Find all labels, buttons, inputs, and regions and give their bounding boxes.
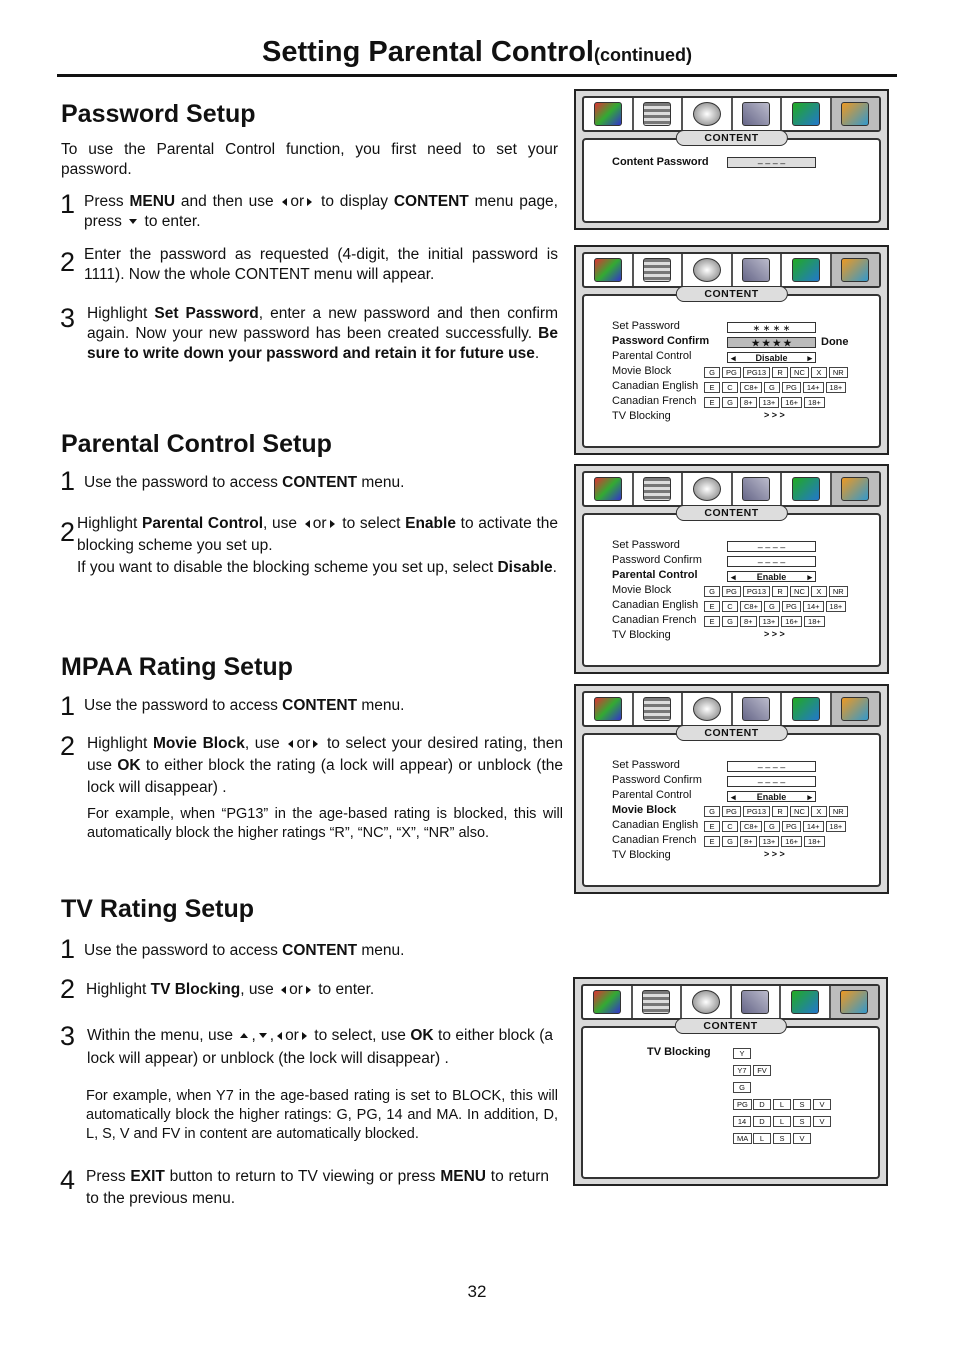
left-arrow-icon <box>305 520 310 528</box>
rating-chip[interactable]: E <box>704 397 720 408</box>
tab-channel[interactable] <box>781 986 831 1018</box>
movie-block-label: Movie Block <box>612 365 672 377</box>
rating-chip[interactable]: 14+ <box>803 382 824 393</box>
rating-chip[interactable]: PG <box>782 821 801 832</box>
right-arrow-icon <box>313 740 318 748</box>
tab-audio[interactable] <box>682 986 732 1018</box>
menu-tab-bar <box>582 471 881 507</box>
rating-chip[interactable]: 8+ <box>740 616 757 627</box>
tab-tools[interactable] <box>733 693 783 725</box>
tab-content[interactable] <box>832 473 880 505</box>
set-password-label: Set Password <box>612 539 680 551</box>
password-confirm-label: Password Confirm <box>612 774 702 786</box>
set-password-field[interactable]: – – – – <box>727 761 816 772</box>
password-confirm-field[interactable]: – – – – <box>727 556 816 567</box>
step-number: 3 <box>60 303 76 333</box>
tv-rating-chip[interactable]: S <box>793 1116 811 1127</box>
tab-picture[interactable] <box>584 98 634 130</box>
rating-chip[interactable]: 16+ <box>781 836 802 847</box>
setup-icon <box>643 697 671 721</box>
rating-chip[interactable]: PG13 <box>743 806 770 817</box>
tab-setup[interactable] <box>634 473 684 505</box>
tv-blocking-screen <box>573 977 888 1186</box>
tv-rating-chip[interactable]: L <box>753 1133 771 1144</box>
channel-icon <box>792 102 820 126</box>
tv-blocking-label: TV Blocking <box>612 629 671 641</box>
done-label: Done <box>821 336 849 348</box>
rating-chip[interactable]: 18+ <box>804 836 825 847</box>
left-arrow-icon: ◂ <box>731 353 736 363</box>
tv-step3: Within the menu, use , , or to select, use OK to either block (a lock will appear) or unblock (the lock will disappear) . <box>87 1027 553 1067</box>
rating-chip[interactable]: R <box>772 806 788 817</box>
rating-chip[interactable]: C <box>722 601 738 612</box>
set-password-label: Set Password <box>612 759 680 771</box>
rating-chip[interactable]: NC <box>790 367 809 378</box>
step-number: 1 <box>60 691 76 721</box>
rating-chip[interactable]: G <box>704 806 720 817</box>
mpaa-example: For example, when “PG13” in the age-based rating is blocked, this will automatically block the higher ratings “R”, “NC”, “X”, “NR” also. <box>87 806 563 841</box>
page-title: Setting Parental Control(continued) <box>262 36 692 68</box>
picture-icon <box>593 990 621 1014</box>
rating-chip[interactable]: G <box>764 821 780 832</box>
setup-icon <box>643 258 671 282</box>
parental-control-label: Parental Control <box>612 350 692 362</box>
left-arrow-icon <box>277 1032 282 1040</box>
content-icon <box>841 477 869 501</box>
left-arrow-icon: ◂ <box>731 792 736 802</box>
panel-title: CONTENT <box>675 286 787 302</box>
movie-rating-chips <box>704 806 848 817</box>
tools-icon <box>742 477 770 501</box>
tv-blocking-more[interactable]: > > > <box>764 410 785 420</box>
step-number: 1 <box>60 189 76 219</box>
tab-audio[interactable] <box>683 254 733 286</box>
content-icon <box>841 697 869 721</box>
tab-content[interactable] <box>832 98 880 130</box>
rating-chip[interactable]: NR <box>829 586 848 597</box>
rating-chip[interactable]: 13+ <box>759 836 780 847</box>
content-menu-screen <box>574 684 889 894</box>
setup-icon <box>643 102 671 126</box>
rating-chip[interactable]: R <box>772 367 788 378</box>
password-step3: Highlight Set Password, enter a new password and then confirm again. Now your new password has been created successfully. Be sure to write down your password and retain it for future use. <box>87 305 559 362</box>
rating-chip[interactable]: 16+ <box>781 397 802 408</box>
mpaa-step2: Highlight Movie Block, use or to select your desired rating, then use OK to either block the rating (a lock will appear) or unblock (the lock will disappear) . <box>87 735 563 796</box>
tv-rating-chip[interactable]: Y <box>733 1048 751 1059</box>
step-number: 2 <box>60 974 76 1004</box>
rating-chip[interactable]: E <box>704 601 720 612</box>
rating-chip[interactable]: E <box>704 821 720 832</box>
parental-setup-heading: Parental Control Setup <box>61 430 332 458</box>
tools-icon <box>742 258 770 282</box>
rating-chip[interactable]: G <box>704 367 720 378</box>
canadian-french-label: Canadian French <box>612 834 697 846</box>
canadian-english-chips <box>704 382 846 393</box>
channel-icon <box>792 697 820 721</box>
tv-blocking-label: TV Blocking <box>647 1046 711 1058</box>
tv-rating-chip[interactable]: Y7 <box>733 1065 751 1076</box>
tab-picture[interactable] <box>584 473 634 505</box>
menu-tab-bar <box>582 252 881 288</box>
tab-tools[interactable] <box>733 473 783 505</box>
rating-chip[interactable]: C8+ <box>740 821 762 832</box>
panel-title: CONTENT <box>675 130 787 146</box>
menu-panel <box>582 507 881 667</box>
step-number: 2 <box>60 731 76 761</box>
step-number: 2 <box>60 247 76 277</box>
rating-chip[interactable]: X <box>811 367 827 378</box>
tv-rating-chip[interactable]: V <box>813 1099 831 1110</box>
tab-picture[interactable] <box>583 986 633 1018</box>
setup-icon <box>643 477 671 501</box>
tv-rating-chip[interactable]: L <box>773 1099 791 1110</box>
rating-chip[interactable]: G <box>704 586 720 597</box>
tab-audio[interactable] <box>683 98 733 130</box>
tools-icon <box>741 990 769 1014</box>
left-arrow-icon <box>288 740 293 748</box>
tv-rating-chip[interactable]: MA <box>733 1133 752 1144</box>
password-confirm-label: Password Confirm <box>612 554 702 566</box>
canadian-french-chips <box>704 836 825 847</box>
rating-chip[interactable]: 18+ <box>826 382 847 393</box>
rating-chip[interactable]: PG <box>722 586 741 597</box>
rating-chip[interactable]: PG <box>782 601 801 612</box>
audio-icon <box>693 477 721 501</box>
rating-chip[interactable]: C8+ <box>740 601 762 612</box>
content-password-field[interactable]: – – – – <box>727 157 816 168</box>
tab-content[interactable] <box>832 693 880 725</box>
step-number: 1 <box>60 466 76 496</box>
tab-tools[interactable] <box>732 986 782 1018</box>
rating-chip[interactable]: C8+ <box>740 382 762 393</box>
tab-tools[interactable] <box>733 254 783 286</box>
picture-icon <box>594 697 622 721</box>
movie-rating-chips <box>704 367 848 378</box>
rating-chip[interactable]: G <box>722 836 738 847</box>
mpaa-setup-heading: MPAA Rating Setup <box>61 653 293 681</box>
step-number: 3 <box>60 1021 76 1051</box>
setup-icon <box>642 990 670 1014</box>
picture-icon <box>594 102 622 126</box>
tab-setup[interactable] <box>634 693 684 725</box>
tv-rating-chip[interactable]: S <box>773 1133 791 1144</box>
right-arrow-icon <box>330 520 335 528</box>
rating-chip[interactable]: G <box>764 601 780 612</box>
audio-icon <box>693 258 721 282</box>
rating-chip[interactable]: NC <box>790 806 809 817</box>
tv-rating-chip[interactable]: V <box>793 1133 811 1144</box>
rating-chip[interactable]: 13+ <box>759 397 780 408</box>
tv-blocking-label: TV Blocking <box>612 849 671 861</box>
panel-title: CONTENT <box>675 725 787 741</box>
picture-icon <box>594 258 622 282</box>
tv-rating-chip[interactable]: 14 <box>733 1116 751 1127</box>
tv-rating-chip[interactable]: G <box>733 1082 751 1093</box>
tab-content[interactable] <box>831 986 879 1018</box>
password-confirm-field[interactable]: ★ ★ ★ ★ <box>727 337 816 348</box>
rating-chip[interactable]: PG13 <box>743 367 770 378</box>
right-arrow-icon: ▸ <box>807 792 812 802</box>
parental-control-value: Enable <box>756 572 787 582</box>
parental-step2: Highlight Parental Control, use or to select Enable to activate the blocking scheme you set up. If you want to disable the blocking scheme you set up, select Disable. <box>77 515 558 576</box>
tv-rating-chip[interactable]: L <box>773 1116 791 1127</box>
rating-chip[interactable]: E <box>704 382 720 393</box>
content-icon <box>841 102 869 126</box>
mpaa-step1: Use the password to access CONTENT menu. <box>84 697 405 714</box>
movie-block-label: Movie Block <box>612 584 672 596</box>
rating-chip[interactable]: X <box>811 586 827 597</box>
menu-tab-bar <box>581 984 880 1020</box>
parental-control-selector[interactable] <box>727 571 816 582</box>
parental-control-selector[interactable] <box>727 352 816 363</box>
content-menu-screen <box>574 89 889 230</box>
channel-icon <box>792 258 820 282</box>
tab-audio[interactable] <box>683 473 733 505</box>
tools-icon <box>742 697 770 721</box>
menu-tab-bar <box>582 691 881 727</box>
picture-icon <box>594 477 622 501</box>
tab-audio[interactable] <box>683 693 733 725</box>
tab-setup[interactable] <box>633 986 683 1018</box>
right-arrow-icon <box>306 986 311 994</box>
rating-chip[interactable]: 14+ <box>803 601 824 612</box>
menu-panel <box>582 727 881 887</box>
channel-icon <box>792 477 820 501</box>
rating-chip[interactable]: 13+ <box>759 616 780 627</box>
tab-content[interactable] <box>832 254 880 286</box>
parental-control-value: Enable <box>756 792 787 802</box>
rating-chip[interactable]: G <box>722 616 738 627</box>
rating-chip[interactable]: 8+ <box>740 836 757 847</box>
up-arrow-icon <box>240 1033 248 1038</box>
menu-panel <box>581 1020 880 1179</box>
content-password-label: Content Password <box>612 156 709 168</box>
canadian-english-chips <box>704 601 846 612</box>
tab-channel[interactable] <box>782 98 832 130</box>
canadian-french-chips <box>704 397 825 408</box>
step-number: 1 <box>60 934 76 964</box>
rating-chip[interactable]: 14+ <box>803 821 824 832</box>
parental-control-value: Disable <box>755 353 788 363</box>
left-arrow-icon: ◂ <box>731 572 736 582</box>
audio-icon <box>693 102 721 126</box>
rating-chip[interactable]: NR <box>829 367 848 378</box>
rating-chip[interactable]: C <box>722 821 738 832</box>
tv-rating-chip[interactable]: FV <box>753 1065 771 1076</box>
tv-rating-chip[interactable]: D <box>753 1116 771 1127</box>
movie-block-label: Movie Block <box>612 804 677 816</box>
rating-chip[interactable]: PG13 <box>743 586 770 597</box>
parental-control-label: Parental Control <box>612 569 698 581</box>
tv-blocking-more[interactable]: > > > <box>764 629 785 639</box>
audio-icon <box>692 990 720 1014</box>
rating-chip[interactable]: 18+ <box>804 397 825 408</box>
password-confirm-label: Password Confirm <box>612 335 710 347</box>
tab-channel[interactable] <box>782 693 832 725</box>
right-arrow-icon <box>302 1032 307 1040</box>
set-password-field[interactable]: – – – – <box>727 541 816 552</box>
right-arrow-icon <box>307 198 312 206</box>
parental-step1: Use the password to access CONTENT menu. <box>84 474 405 491</box>
rating-chip[interactable]: G <box>764 382 780 393</box>
tools-icon <box>742 102 770 126</box>
rating-chip[interactable]: PG <box>722 806 741 817</box>
canadian-english-label: Canadian English <box>612 380 699 392</box>
rating-chip[interactable]: 18+ <box>826 601 847 612</box>
rating-chip[interactable]: 18+ <box>804 616 825 627</box>
rating-chip[interactable]: C <box>722 382 738 393</box>
left-arrow-icon <box>282 198 287 206</box>
canadian-english-chips <box>704 821 846 832</box>
down-arrow-icon <box>259 1033 267 1038</box>
down-arrow-icon <box>129 219 137 224</box>
rating-chip[interactable]: PG <box>722 367 741 378</box>
password-step2: Enter the password as requested (4-digit, the initial password is 1111). Now the whole CONTENT menu will appear. <box>84 246 558 283</box>
tv-rating-chip[interactable]: D <box>753 1099 771 1110</box>
parental-control-selector[interactable] <box>727 791 816 802</box>
tab-picture[interactable] <box>584 254 634 286</box>
canadian-english-label: Canadian English <box>612 819 699 831</box>
tab-setup[interactable] <box>634 254 684 286</box>
menu-tab-bar <box>582 96 881 132</box>
set-password-field[interactable]: ∗ ∗ ∗ ∗ <box>727 322 816 333</box>
canadian-french-chips <box>704 616 825 627</box>
rating-chip[interactable]: X <box>811 806 827 817</box>
channel-icon <box>791 990 819 1014</box>
tv-step4: Press EXIT button to return to TV viewing or press MENU to return to the previous menu. <box>86 1168 550 1207</box>
rating-chip[interactable]: R <box>772 586 788 597</box>
canadian-english-label: Canadian English <box>612 599 699 611</box>
rating-chip[interactable]: E <box>704 836 720 847</box>
panel-title: CONTENT <box>674 1018 786 1034</box>
tab-tools[interactable] <box>733 98 783 130</box>
menu-panel <box>582 132 881 223</box>
rating-chip[interactable]: E <box>704 616 720 627</box>
right-arrow-icon: ▸ <box>807 353 812 363</box>
rating-chip[interactable]: 18+ <box>826 821 847 832</box>
panel-title: CONTENT <box>675 505 787 521</box>
tv-step2: Highlight TV Blocking, use or to enter. <box>86 981 375 998</box>
rating-chip[interactable]: NC <box>790 586 809 597</box>
tab-setup[interactable] <box>634 98 684 130</box>
tab-channel[interactable] <box>782 254 832 286</box>
password-confirm-field[interactable]: – – – – <box>727 776 816 787</box>
parental-control-label: Parental Control <box>612 789 692 801</box>
step-number: 4 <box>60 1165 76 1195</box>
tv-rating-chip[interactable]: PG <box>733 1099 752 1110</box>
password-setup-heading: Password Setup <box>61 100 256 128</box>
left-arrow-icon <box>281 986 286 994</box>
content-icon <box>840 990 868 1014</box>
tab-channel[interactable] <box>782 473 832 505</box>
tv-setup-heading: TV Rating Setup <box>61 895 255 923</box>
tv-blocking-label: TV Blocking <box>612 410 671 422</box>
rating-chip[interactable]: NR <box>829 806 848 817</box>
rating-chip[interactable]: 16+ <box>781 616 802 627</box>
set-password-label: Set Password <box>612 320 680 332</box>
page-number: 32 <box>467 1282 487 1301</box>
tv-blocking-more[interactable]: > > > <box>764 849 785 859</box>
rating-chip[interactable]: G <box>722 397 738 408</box>
tab-picture[interactable] <box>584 693 634 725</box>
content-menu-screen <box>574 245 889 455</box>
right-arrow-icon: ▸ <box>807 572 812 582</box>
rating-chip[interactable]: 8+ <box>740 397 757 408</box>
tv-rating-chip[interactable]: S <box>793 1099 811 1110</box>
title-rule <box>57 74 897 77</box>
menu-panel <box>582 288 881 448</box>
tv-example: For example, when Y7 in the age-based rating is set to BLOCK, this will automatically block the higher ratings: G, PG, 14 and MA. In addition, D, L, S, V and FV in content are automatically blocked. <box>86 1088 558 1142</box>
rating-chip[interactable]: PG <box>782 382 801 393</box>
step-number: 2 <box>60 517 76 547</box>
password-step1: Press MENU and then use or to display CONTENT menu page, press to enter. <box>84 193 558 230</box>
tv-rating-chip[interactable]: V <box>813 1116 831 1127</box>
content-icon <box>841 258 869 282</box>
content-menu-screen <box>574 464 889 674</box>
canadian-french-label: Canadian French <box>612 395 697 407</box>
canadian-french-label: Canadian French <box>612 614 697 626</box>
password-intro: To use the Parental Control function, you first need to set your password. <box>61 141 558 178</box>
movie-rating-chips <box>704 586 848 597</box>
audio-icon <box>693 697 721 721</box>
tv-step1: Use the password to access CONTENT menu. <box>84 942 405 959</box>
